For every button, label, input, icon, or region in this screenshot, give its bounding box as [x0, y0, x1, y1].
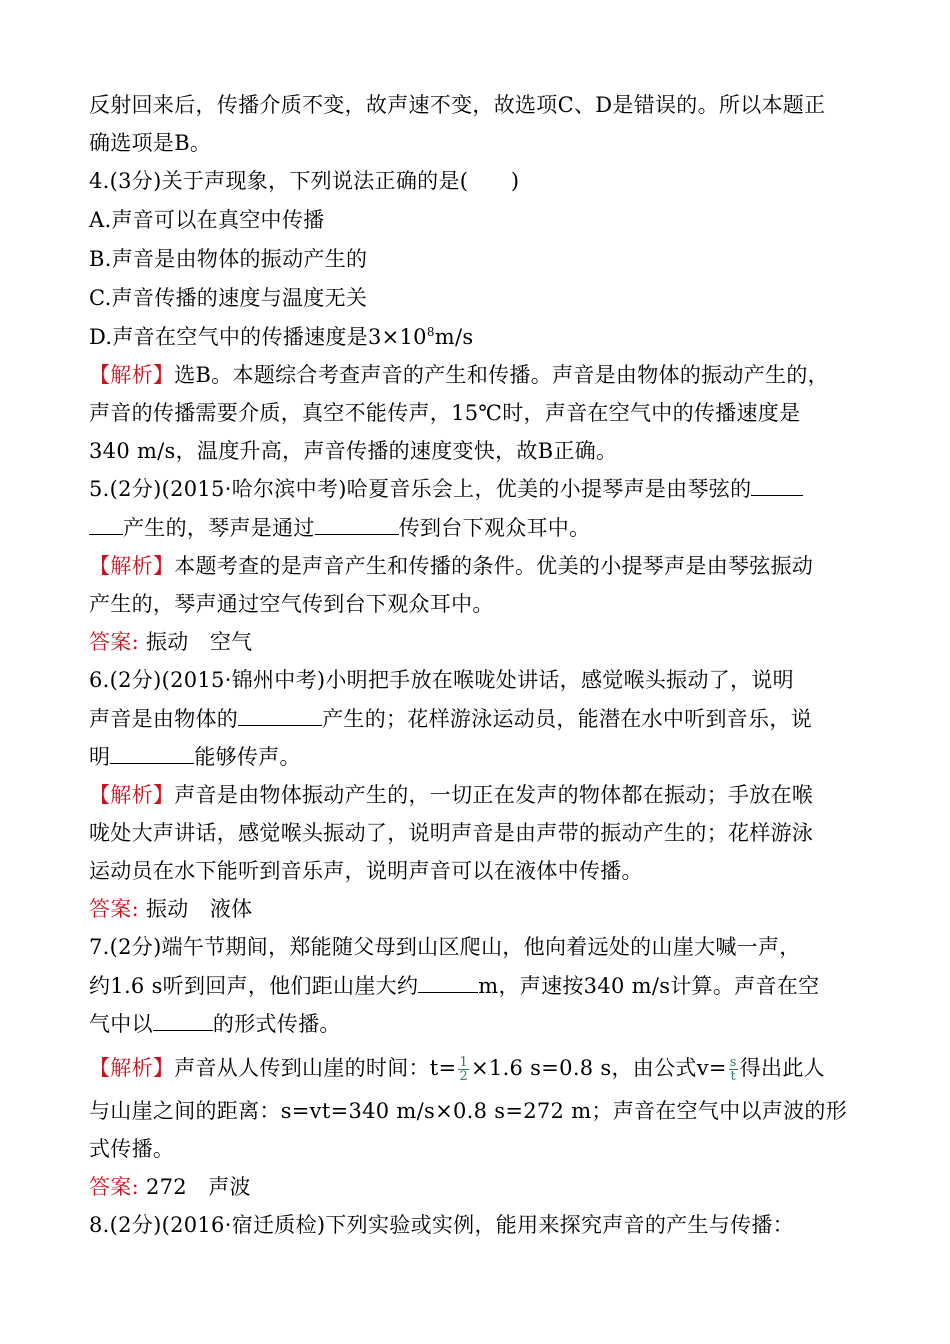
- answer-label: 答案:: [89, 897, 139, 921]
- text-line: 明 能够传声。: [89, 745, 301, 769]
- analysis-label: 【解析】: [89, 363, 175, 387]
- question-4: 4.(3分)关于声现象，下列说法正确的是( ): [89, 169, 520, 193]
- answer-label: 答案:: [89, 1175, 139, 1199]
- option-c: C.声音传播的速度与温度无关: [89, 286, 368, 310]
- answer-blank: [89, 515, 123, 535]
- answer-7: 答案: 272 声波: [89, 1175, 251, 1199]
- text-line: 产生的，琴声通过空气传到台下观众耳中。: [89, 592, 494, 616]
- analysis-7: 【解析】声音从人传到山崖的时间：t= $\frac{1}{2}$ ×1.6 s=0.8 s，由公式v= $\frac{s}{t}$ 得出此人: [89, 1055, 825, 1084]
- text-line: 运动员在水下能听到音乐声，说明声音可以在液体中传播。: [89, 859, 643, 883]
- text-line: 产生的，琴声是通过 传到台下观众耳中。: [89, 513, 869, 543]
- text-line: 确选项是B。: [89, 131, 212, 155]
- answer-blank: [153, 1011, 213, 1031]
- question-7: 7.(2分)端午节期间，郑能随父母到山区爬山，他向着远处的山崖大喊一声，: [89, 935, 801, 959]
- text-line: 式传播。: [89, 1137, 175, 1161]
- analysis-4: 【解析】选B。本题综合考查声音的产生和传播。声音是由物体的振动产生的，: [89, 363, 829, 387]
- answer-blank: [418, 973, 478, 993]
- answer-6: 答案: 振动 液体: [89, 897, 253, 921]
- text-line: 气中以 的形式传播。: [89, 1012, 341, 1036]
- answer-label: 答案:: [89, 630, 139, 654]
- answer-blank: [751, 476, 803, 496]
- answer-blank: [110, 744, 194, 764]
- text-line: 340 m/s，温度升高，声音传播的速度变快，故B正确。: [89, 439, 618, 463]
- answer-5: 答案: 振动 空气: [89, 630, 253, 654]
- option-d: D.声音在空气中的传播速度是$3\times 10^8m/s$: [89, 325, 474, 349]
- question-5: 5.(2分)(2015·哈尔滨中考)哈夏音乐会上，优美的小提琴声是由琴弦的: [89, 474, 869, 504]
- analysis-label: 【解析】: [89, 783, 175, 807]
- fraction-s-over-t: $\frac{s}{t}$: [729, 1055, 737, 1084]
- answer-blank: [238, 706, 322, 726]
- analysis-label: 【解析】: [89, 1056, 175, 1080]
- text-line: 声音是由物体的 产生的；花样游泳运动员，能潜在水中听到音乐，说: [89, 707, 813, 731]
- question-8: 8.(2分)(2016·宿迁质检)下列实验或实例，能用来探究声音的产生与传播：: [89, 1213, 794, 1237]
- analysis-5: 【解析】本题考查的是声音产生和传播的条件。优美的小提琴声是由琴弦振动: [89, 554, 814, 578]
- question-6: 6.(2分)(2015·锦州中考)小明把手放在喉咙处讲话，感觉喉头振动了，说明: [89, 668, 794, 692]
- option-b: B.声音是由物体的振动产生的: [89, 247, 368, 271]
- fraction-one-half: $\frac{1}{2}$: [459, 1055, 469, 1084]
- answer-blank: [315, 515, 399, 535]
- text-line: 约1.6 s听到回声，他们距山崖大约 m，声速按340 m/s计算。声音在空: [89, 974, 820, 998]
- analysis-label: 【解析】: [89, 554, 175, 578]
- analysis-6: 【解析】声音是由物体振动产生的，一切正在发声的物体都在振动；手放在喉: [89, 783, 814, 807]
- text-line: 反射回来后，传播介质不变，故声速不变，故选项C、D是错误的。所以本题正: [89, 93, 826, 117]
- option-a: A.声音可以在真空中传播: [89, 208, 325, 232]
- text-line: 声音的传播需要介质，真空不能传声，15℃时，声音在空气中的传播速度是: [89, 401, 801, 425]
- text-line: 与山崖之间的距离：s=vt=340 m/s×0.8 s=272 m；声音在空气中以声波的形: [89, 1099, 848, 1123]
- text-line: 咙处大声讲话，感觉喉头振动了，说明声音是由声带的振动产生的；花样游泳: [89, 821, 814, 845]
